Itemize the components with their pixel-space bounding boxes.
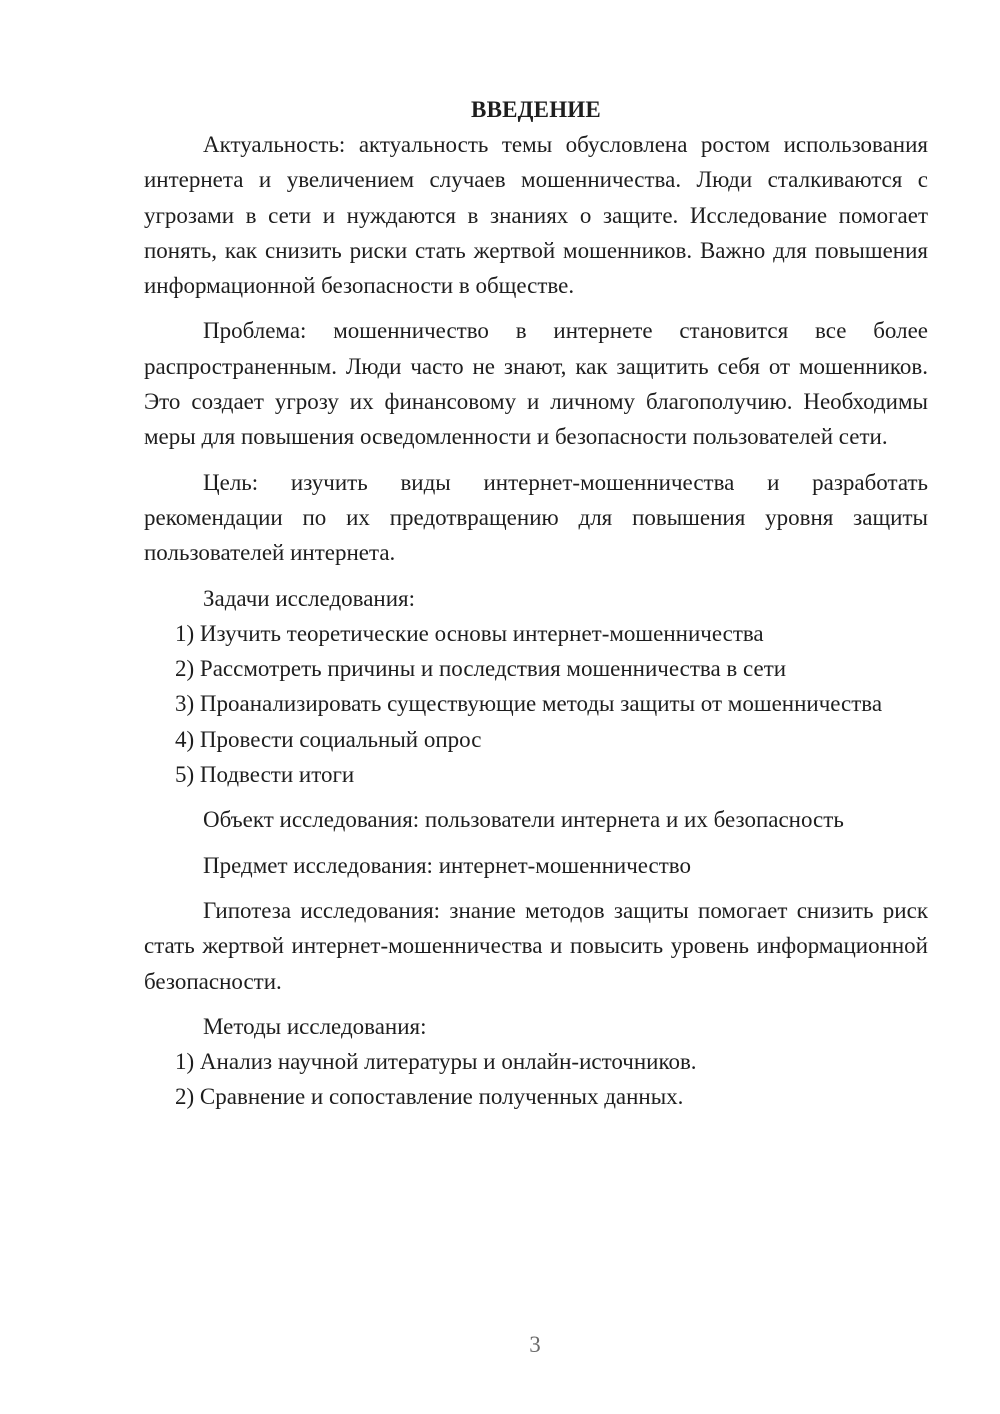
relevance-paragraph: Актуальность: актуальность темы обусловлена ростом использования интернета и увеличением случаев мошенничества. Люди сталкиваются с угрозами в сети и нуждаются в знаниях о защите. Исследование помогает понять, как снизить риски стать жертвой мошенников. Важно для повышения информационной безопасности в обществе. <box>144 132 928 299</box>
task-item-1: 1) Изучить теоретические основы интернет-мошенничества <box>175 620 764 646</box>
task-item-5: 5) Подвести итоги <box>175 762 355 788</box>
problem-paragraph: Проблема: мошенничество в интернете становится все более распространенным. Люди часто не знают, как защитить себя от мошенников. Это создает угрозу их финансовому и личному благополучию. Необходимы меры для повышения осведомленности и безопасности пользователей сети. <box>144 318 928 450</box>
methods-heading: Методы исследования: <box>203 1013 427 1039</box>
task-item-2: 2) Рассмотреть причины и последствия мошенничества в сети <box>175 656 787 682</box>
hypothesis-paragraph: Гипотеза исследования: знание методов защиты помогает снизить риск стать жертвой интернет-мошенничества и повысить уровень информационной безопасности. <box>144 897 928 994</box>
research-object: Объект исследования: пользователи интернета и их безопасность <box>203 807 844 833</box>
method-item-1: 1) Анализ научной литературы и онлайн-источников. <box>175 1049 697 1075</box>
goal-paragraph: Цель: изучить виды интернет-мошенничества и разработать рекомендации по их предотвращению для повышения уровня защиты пользователей интернета. <box>144 469 928 566</box>
method-item-2: 2) Сравнение и сопоставление полученных данных. <box>175 1084 684 1110</box>
page-number: 3 <box>529 1332 541 1357</box>
research-subject: Предмет исследования: интернет-мошенничество <box>203 852 692 878</box>
task-item-3: 3) Проанализировать существующие методы защиты от мошенничества <box>175 691 883 717</box>
document-title: ВВЕДЕНИЕ <box>471 97 601 122</box>
document-page <box>144 92 928 1115</box>
task-item-4: 4) Провести социальный опрос <box>175 726 482 752</box>
tasks-heading: Задачи исследования: <box>203 585 416 611</box>
